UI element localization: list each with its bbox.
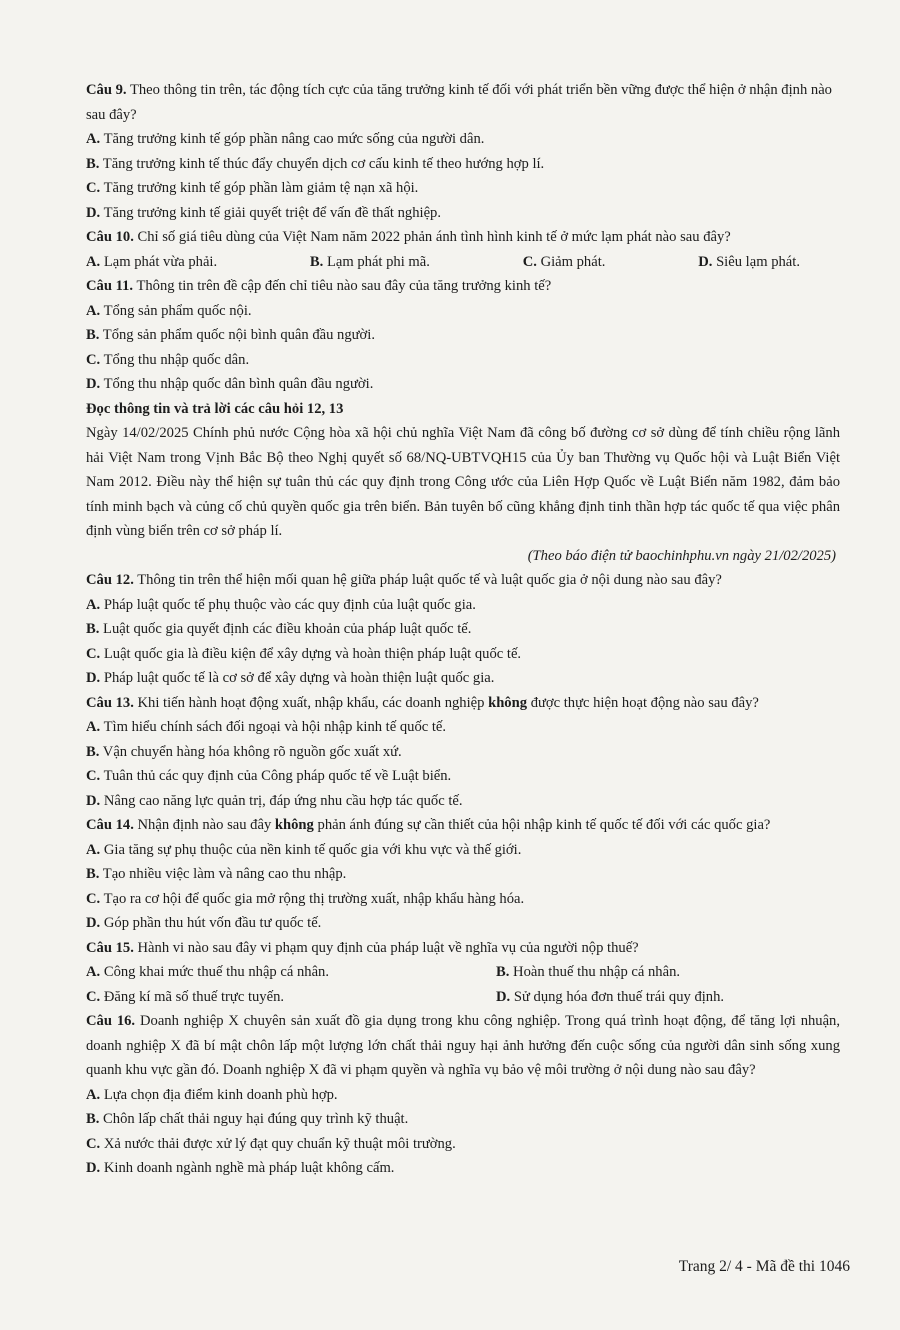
question-number: Câu 15.: [86, 939, 134, 956]
page-footer: Trang 2/ 4 - Mã đề thi 1046: [678, 1258, 850, 1275]
option-d: D. Siêu lạm phát.: [698, 253, 800, 270]
option-c: C. Luật quốc gia là điều kiện để xây dựng và hoàn thiện pháp luật quốc tế.: [86, 645, 522, 662]
question-text: Doanh nghiệp X chuyên sản xuất đồ gia dụng trong khu công nghiệp. Trong quá trình hoạt động, để tăng lợi nhuận, doanh nghiệp X đã bí mật chôn lấp một lượng lớn chất thải nguy hại ảnh hưởng đến cuộc sống của người dân sinh sống xung quanh khu vực gần đó. Doanh nghiệp X đã vi phạm quyền và nghĩa vụ bảo vệ môi trường ở nội dung nào sau đây?: [86, 1013, 841, 1078]
negation-word: không: [274, 817, 314, 833]
option-b: B. Vận chuyển hàng hóa không rõ nguồn gốc xuất xứ.: [86, 743, 402, 760]
option-c: C. Tạo ra cơ hội để quốc gia mở rộng thị trường xuất, nhập khẩu hàng hóa.: [86, 890, 525, 907]
option-a: A. Pháp luật quốc tế phụ thuộc vào các quy định của luật quốc gia.: [86, 596, 476, 613]
option-a: A. Tổng sản phẩm quốc nội.: [86, 302, 252, 319]
option-b: B. Tạo nhiều việc làm và nâng cao thu nhập.: [86, 866, 347, 882]
question-text: Theo thông tin trên, tác động tích cực của tăng trưởng kinh tế đối với phát triển bền vững được thể hiện ở nhận định nào sau đây?: [86, 82, 832, 123]
option-b: B. Luật quốc gia quyết định các điều khoản của pháp luật quốc tế.: [86, 621, 472, 637]
question-14: [86, 813, 840, 936]
option-c: C. Đăng kí mã số thuế trực tuyến.: [86, 988, 285, 1005]
question-13: [86, 691, 840, 814]
question-number: Câu 11.: [86, 278, 134, 294]
option-c: C. Tuân thủ các quy định của Công pháp quốc tế về Luật biển.: [86, 768, 452, 784]
option-d: D. Pháp luật quốc tế là cơ sở để xây dựng và hoàn thiện luật quốc gia.: [86, 670, 495, 686]
question-text: Thông tin trên thể hiện mối quan hệ giữa pháp luật quốc tế và luật quốc gia ở nội dung nào sau đây?: [137, 572, 722, 588]
question-text: Chỉ số giá tiêu dùng của Việt Nam năm 2022 phản ánh tình hình kinh tế ở mức lạm phát nào sau đây?: [137, 229, 731, 245]
reading-passage: Ngày 14/02/2025 Chính phủ nước Cộng hòa xã hội chủ nghĩa Việt Nam đã công bố đường cơ sở dùng để tính chiều rộng lãnh hải Việt Nam trong Vịnh Bắc Bộ theo Nghị quyết số 68/NQ-UBTVQH15 của Ủy ban Thường vụ Quốc hội và Luật Biển Việt Nam 2012. Điều này thể hiện sự tuân thủ các quy định trong Công ước của Liên Hợp Quốc về Luật Biển năm 1982, đảm bảo tính minh bạch và củng cố chủ quyền quốc gia trên biển. Bản tuyên bố cũng khẳng định tinh thần hợp tác quốc tế qua việc phân định vùng biển trên cơ sở pháp lí.: [86, 425, 840, 539]
option-a: A. Tăng trưởng kinh tế góp phần nâng cao mức sống của người dân.: [86, 131, 485, 147]
option-d: D. Nâng cao năng lực quản trị, đáp ứng nhu cầu hợp tác quốc tế.: [86, 792, 463, 809]
question-15: [86, 936, 840, 1010]
question-text: Hành vi nào sau đây vi phạm quy định của pháp luật về nghĩa vụ của người nộp thuế?: [137, 939, 639, 956]
question-number: Câu 14.: [86, 817, 134, 833]
options-grid: [86, 960, 840, 1009]
option-c: C. Giảm phát.: [522, 253, 606, 270]
question-text-end: phản ánh đúng sự cần thiết của hội nhập kinh tế quốc tế đối với các quốc gia?: [317, 817, 771, 833]
option-d: D. Kinh doanh ngành nghề mà pháp luật không cấm.: [86, 1160, 395, 1176]
negation-word: không: [488, 694, 528, 711]
passage-source: (Theo báo điện tử baochinhphu.vn ngày 21/02/2025): [527, 547, 836, 564]
option-b: B. Tăng trưởng kinh tế thúc đẩy chuyển dịch cơ cấu kinh tế theo hướng hợp lí.: [86, 155, 545, 172]
option-b: B. Tổng sản phẩm quốc nội bình quân đầu người.: [86, 327, 375, 343]
question-text: Nhận định nào sau đây: [137, 817, 272, 833]
question-16: [86, 1009, 840, 1181]
option-d: D. Sử dụng hóa đơn thuế trái quy định.: [496, 988, 725, 1005]
option-c: C. Tăng trưởng kinh tế góp phần làm giảm tệ nạn xã hội.: [86, 180, 419, 196]
section-heading: Đọc thông tin và trả lời các câu hỏi 12, 13: [86, 400, 344, 417]
option-d: D. Góp phần thu hút vốn đầu tư quốc tế.: [86, 915, 322, 931]
question-text-end: được thực hiện hoạt động nào sau đây?: [530, 694, 759, 711]
question-10: [86, 225, 840, 274]
option-a: A. Tìm hiểu chính sách đối ngoại và hội nhập kinh tế quốc tế.: [86, 719, 447, 735]
question-11: [86, 274, 840, 397]
option-a: A. Gia tăng sự phụ thuộc của nền kinh tế quốc gia với khu vực và thế giới.: [86, 841, 522, 858]
question-9: [86, 78, 840, 225]
option-d: D. Tổng thu nhập quốc dân bình quân đầu người.: [86, 376, 374, 392]
option-a: A. Công khai mức thuế thu nhập cá nhân.: [86, 964, 330, 980]
option-b: B. Hoàn thuế thu nhập cá nhân.: [496, 964, 681, 980]
question-number: Câu 10.: [86, 229, 134, 245]
option-a: A. Lựa chọn địa điểm kinh doanh phù hợp.: [86, 1086, 338, 1103]
options-row: [86, 250, 840, 275]
option-c: C. Tổng thu nhập quốc dân.: [86, 351, 250, 368]
question-text: Khi tiến hành hoạt động xuất, nhập khẩu, các doanh nghiệp: [137, 694, 485, 711]
question-text: Thông tin trên đề cập đến chỉ tiêu nào sau đây của tăng trưởng kinh tế?: [136, 278, 552, 294]
question-number: Câu 16.: [86, 1013, 136, 1029]
option-c: C. Xả nước thải được xử lý đạt quy chuẩn kỹ thuật môi trường.: [86, 1135, 456, 1152]
option-b: B. Chôn lấp chất thải nguy hại đúng quy trình kỹ thuật.: [86, 1111, 409, 1127]
question-number: Câu 9.: [86, 82, 127, 98]
question-number: Câu 12.: [86, 572, 134, 588]
question-12: [86, 568, 840, 691]
option-b: B. Lạm phát phi mã.: [309, 253, 430, 270]
option-d: D. Tăng trưởng kinh tế giải quyết triệt để vấn đề thất nghiệp.: [86, 204, 442, 221]
question-number: Câu 13.: [86, 694, 134, 711]
option-a: A. Lạm phát vừa phải.: [86, 253, 218, 270]
